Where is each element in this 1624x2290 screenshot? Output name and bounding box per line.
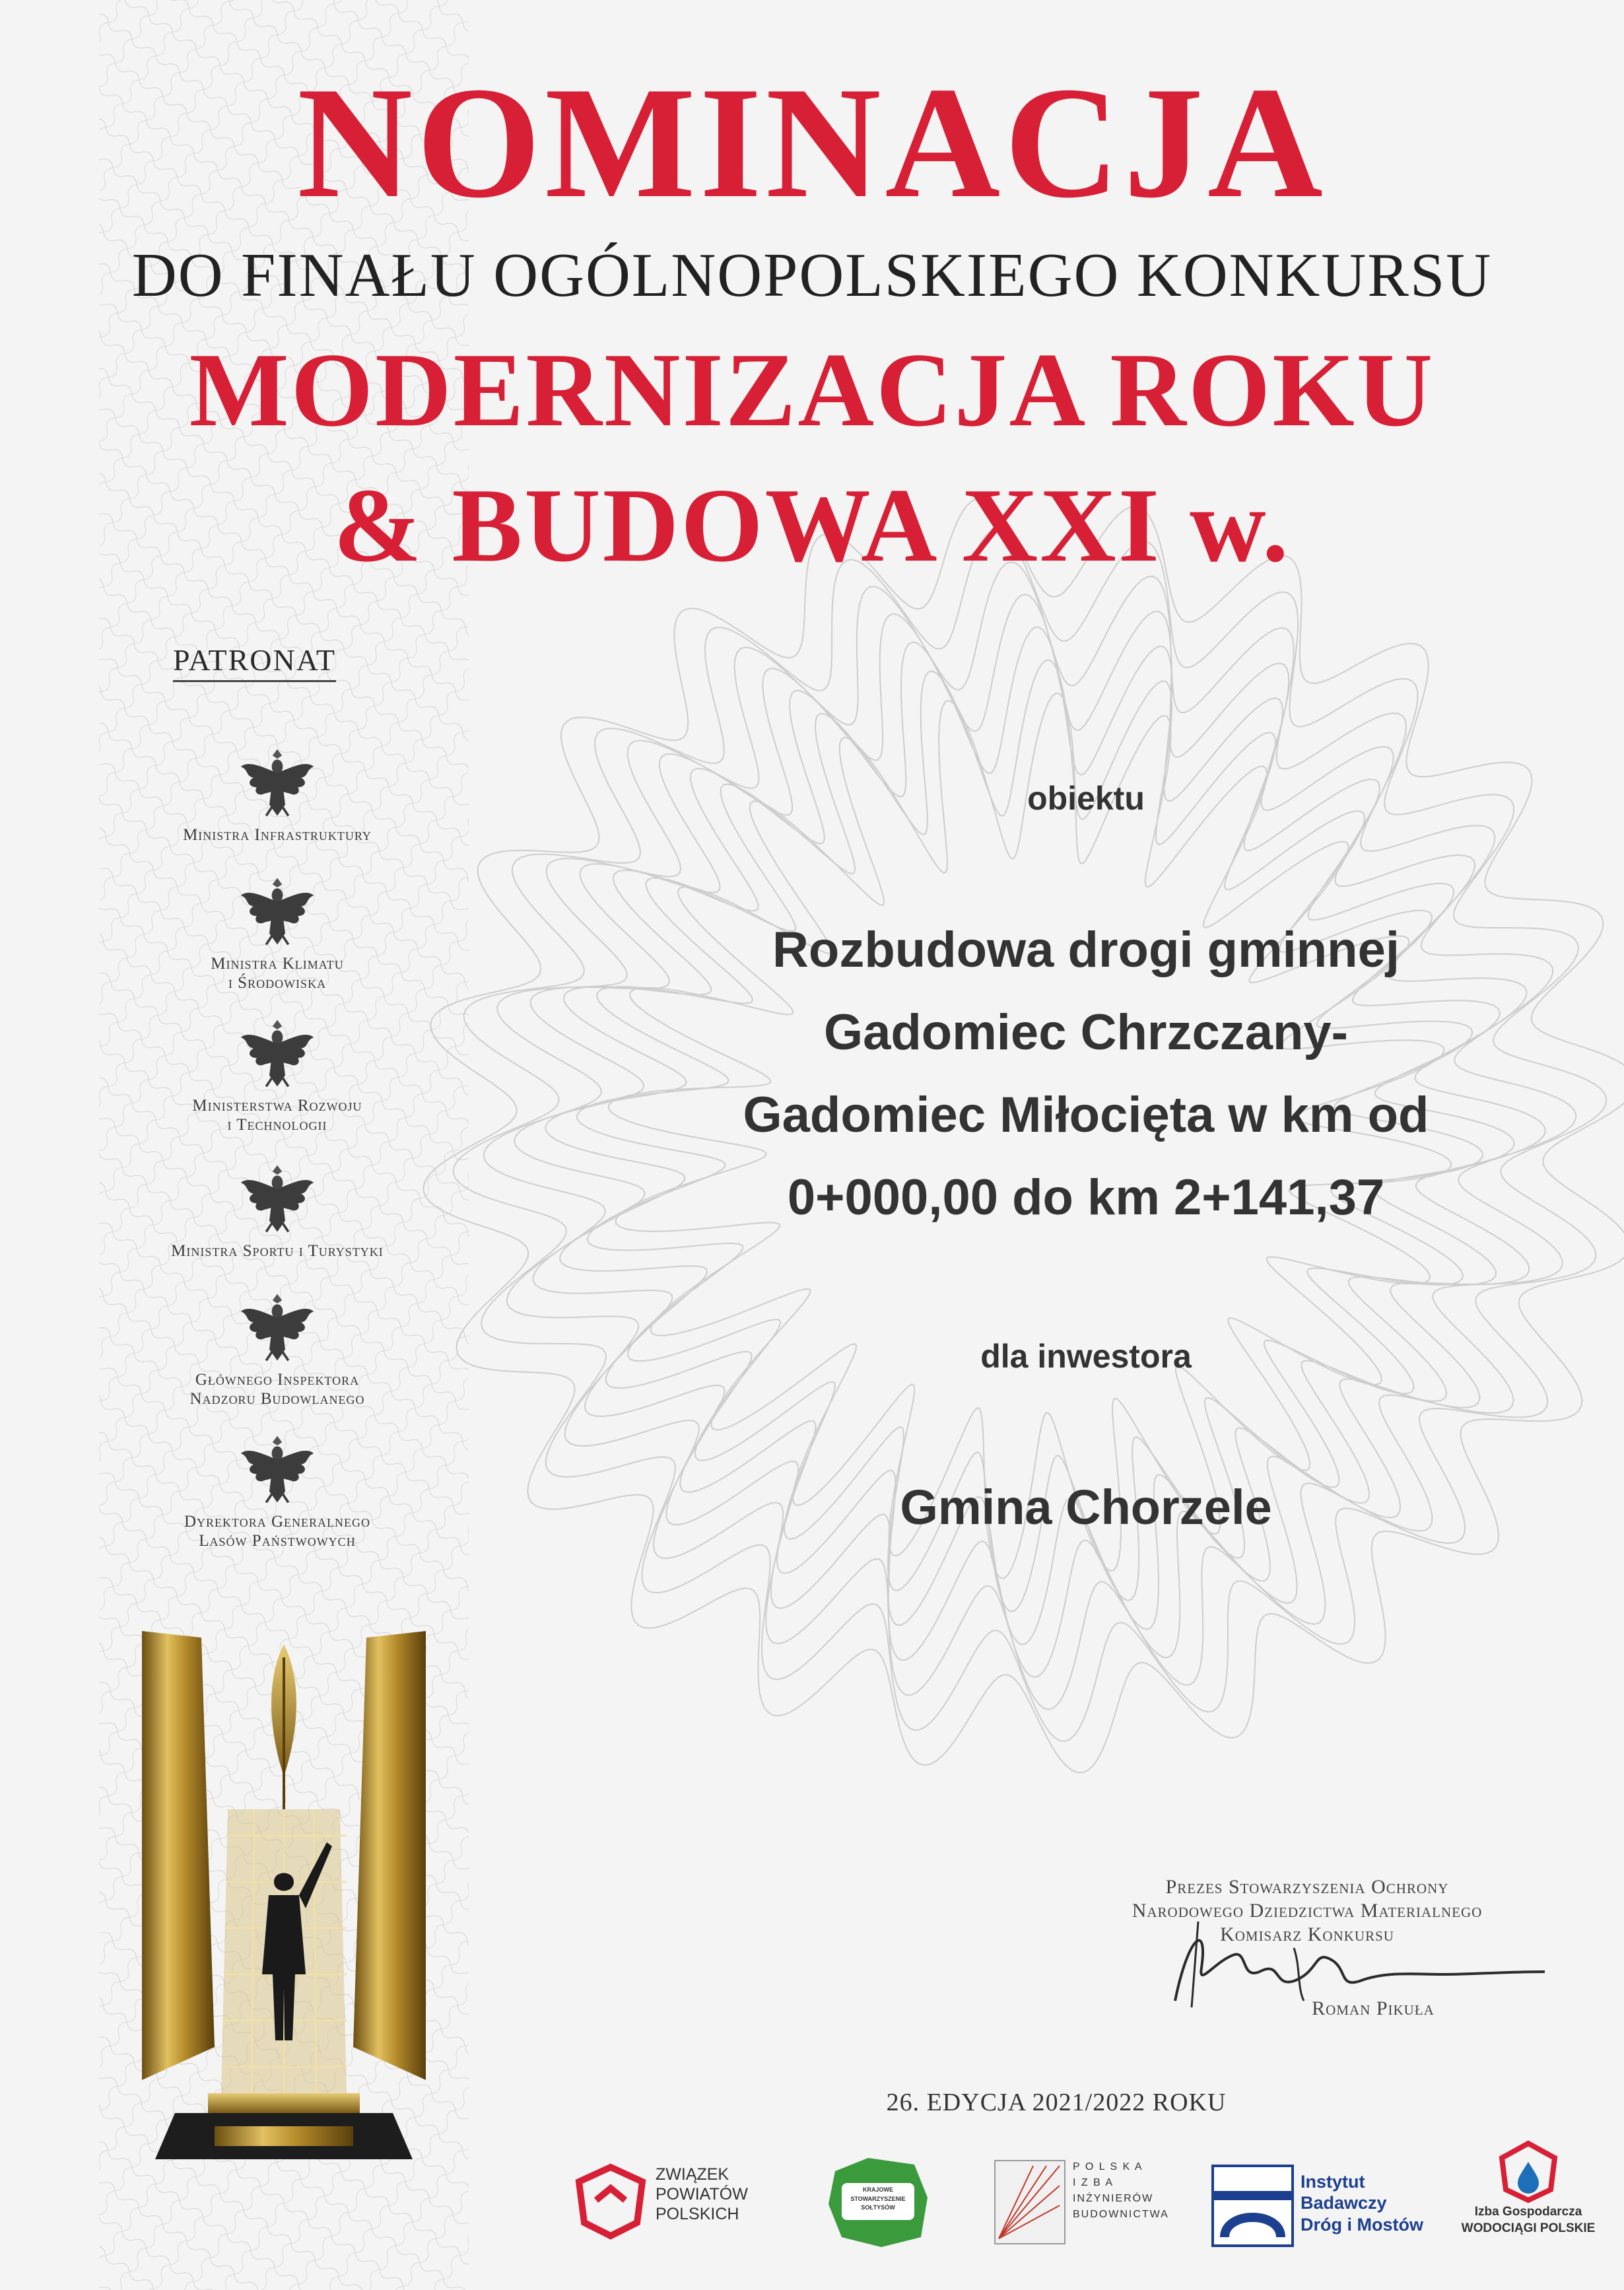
investor-name: Gmina Chorzele bbox=[900, 1480, 1272, 1535]
zpp-logo bbox=[571, 2158, 782, 2244]
object-line: 0+000,00 do km 2+141,37 bbox=[787, 1169, 1385, 1226]
object-line: Rozbudowa drogi gminnej bbox=[772, 922, 1400, 978]
patron-label: Ministra Infrastruktury bbox=[183, 826, 372, 844]
ibdim-logo-text: Dróg i Mostów bbox=[1301, 2214, 1423, 2235]
signatory-title-line3: Komisarz Konkursu bbox=[1220, 1924, 1394, 1945]
polish-eagle-icon bbox=[238, 1014, 317, 1093]
piib-logo-icon bbox=[994, 2159, 1066, 2245]
edition-label: 26. EDYCJA 2021/2022 ROKU bbox=[886, 2089, 1227, 2116]
signatory-title-line2: Narodowego Dziedzictwa Materialnego bbox=[1132, 1900, 1483, 1922]
contest-name-line1: MODERNIZACJA ROKU bbox=[189, 331, 1435, 448]
signatory-name: Roman Pikuła bbox=[1312, 1997, 1435, 2019]
piib-logo bbox=[994, 2159, 1169, 2258]
kss-logo-text: STOWARZYSZENIE bbox=[850, 2195, 906, 2202]
page-title: NOMINACJA bbox=[297, 54, 1327, 231]
ibdim-logo-text: Badawczy bbox=[1301, 2193, 1387, 2213]
polish-eagle-icon bbox=[238, 1288, 317, 1367]
patron-item bbox=[152, 872, 403, 993]
igwp-logo-text: Izba Gospodarcza bbox=[1474, 2205, 1582, 2219]
patronage-heading: PATRONAT bbox=[173, 644, 336, 682]
zpp-logo-text: ZWIĄZEK bbox=[656, 2165, 729, 2184]
signatory-title-line1: Prezes Stowarzyszenia Ochrony bbox=[1165, 1876, 1449, 1898]
investor-label: dla inwestora bbox=[980, 1338, 1192, 1375]
ibdim-logo-icon bbox=[1211, 2165, 1294, 2247]
piib-logo-text: BUDOWNICTWA bbox=[1073, 2209, 1169, 2220]
zpp-logo-icon bbox=[571, 2162, 650, 2241]
igwp-logo-text: WODOCIĄGI POLSKIE bbox=[1461, 2221, 1596, 2235]
polish-eagle-icon bbox=[238, 743, 317, 822]
object-label: obiektu bbox=[1027, 780, 1145, 817]
patron-label: Ministra Sportu i Turystyki bbox=[171, 1242, 384, 1260]
contest-name-line2: & BUDOWA XXI w. bbox=[333, 466, 1291, 584]
kss-logo-text: KRAJOWE bbox=[862, 2186, 893, 2193]
piib-logo-text: INŻYNIERÓW bbox=[1073, 2193, 1154, 2204]
piib-logo-text: P O L S K A bbox=[1073, 2161, 1143, 2172]
water-drop-icon bbox=[1495, 2138, 1561, 2204]
patron-label: Ministerstwa Rozwoju i Technologii bbox=[192, 1097, 362, 1134]
kss-logo bbox=[822, 2151, 941, 2250]
patron-item bbox=[152, 1159, 403, 1261]
polish-eagle-icon bbox=[238, 1430, 317, 1509]
ibdim-logo-text: Instytut bbox=[1301, 2172, 1365, 2192]
patron-item bbox=[152, 743, 403, 845]
zpp-logo-text: POWIATÓW bbox=[656, 2185, 748, 2203]
polish-eagle-icon bbox=[238, 1159, 317, 1238]
igwp-logo bbox=[1449, 2138, 1607, 2257]
patron-label: Ministra Klimatu i Środowiska bbox=[211, 955, 344, 992]
patron-item bbox=[152, 1430, 403, 1551]
object-line: Gadomiec Chrzczany- bbox=[824, 1004, 1348, 1060]
patron-item bbox=[152, 1288, 403, 1409]
patron-label: Dyrektora Generalnego Lasów Państwowych bbox=[184, 1513, 370, 1550]
trophy-image bbox=[129, 1618, 439, 2166]
ibdim-logo bbox=[1211, 2165, 1449, 2250]
kss-logo-text: SOŁTYSÓW bbox=[861, 2204, 895, 2211]
patron-label: Głównego Inspektora Nadzoru Budowlanego bbox=[189, 1371, 365, 1408]
polish-eagle-icon bbox=[238, 872, 317, 951]
patron-item bbox=[152, 1014, 403, 1135]
zpp-logo-text: POLSKICH bbox=[656, 2205, 739, 2223]
piib-logo-text: I Z B A bbox=[1073, 2177, 1114, 2188]
page-subtitle: DO FINAŁU OGÓLNOPOLSKIEGO KONKURSU bbox=[131, 241, 1493, 310]
object-line: Gadomiec Miłocięta w km od bbox=[743, 1087, 1429, 1143]
